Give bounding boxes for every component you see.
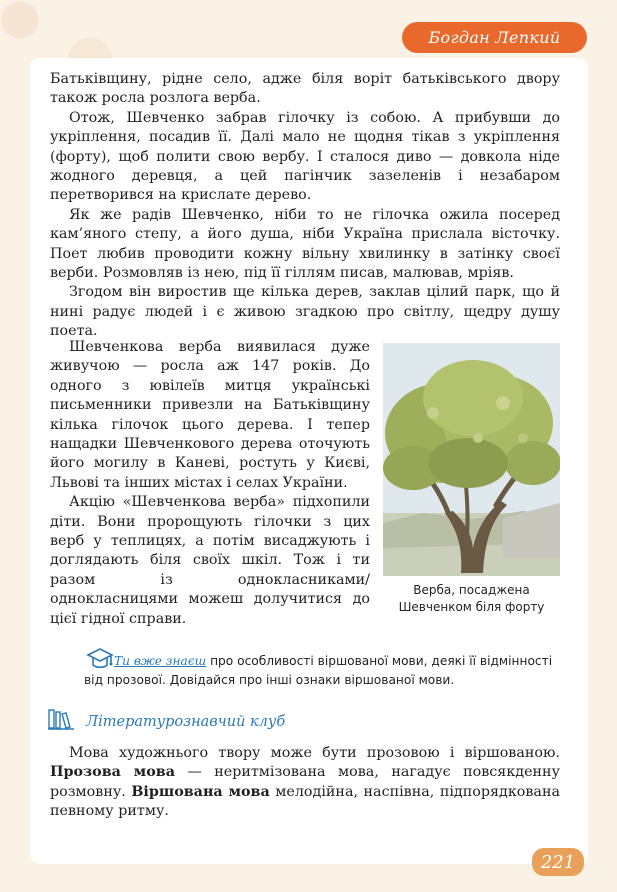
paragraph: Згодом він виростив ще кілька дерев, заклав цілий парк, що й нині радує людей і є живою згадкою про світлу, щедру душу поета.: [50, 284, 560, 340]
intro-text: [50, 70, 560, 342]
term-prose: Прозова мова: [50, 764, 175, 781]
club-title: Літературознавчий клуб: [86, 714, 286, 730]
photo-caption: Верба, посаджена Шевченком біля форту: [398, 583, 545, 614]
hint-note: [84, 652, 564, 690]
paragraph: Шевченкова верба виявилася дуже живучою — росла аж 147 років. До одного з ювілеїв митця українські письменники привезли на Батьківщину кілька гілочок цього дерева. І тепер нащадки Шевченкового дерева оточують його могилу в Каневі, ростуть у Києві, Львові та інших містах і селах України.: [50, 339, 370, 491]
page-number: 221: [532, 848, 584, 876]
term-verse: Віршована мова: [131, 783, 270, 800]
hint-lead: Ти вже знаєш: [114, 654, 207, 668]
author-header: Богдан Лепкий: [402, 22, 587, 53]
paragraph: Батьківщину, рідне село, адже біля воріт батьківського двору також росла розлога верба.: [50, 71, 560, 107]
side-text: [50, 338, 370, 629]
hint-text: про особливості віршованої мови, деякі її відмінності від прозової. Довідайся про інші ознаки віршованої мови.: [84, 654, 553, 687]
club-text: [50, 744, 560, 822]
club-paragraph: Мова художнього твору може бути прозовою і віршованою. Прозова мова — неритмізована мова, нагадує повсякденну розмовну. Віршована мова мелодійна, наспівна, підпорядкована певному ритму.: [50, 745, 560, 820]
books-icon: [48, 708, 74, 730]
willow-photo: [383, 343, 560, 576]
willow-tree-illustration: [383, 343, 560, 576]
paragraph: Як же радів Шевченко, ніби то не гілочка ожила посеред кам’яного степу, а його душа, ніби Україна прислала вісточку. Поет любив проводити кожну вільну хвилинку в затінку своєї верби. Розмовляв із нею, під її гіллям писав, малював, мріяв.: [50, 206, 560, 282]
paragraph: Акцію «Шевченкова верба» підхопили діти. Вони пророщують гілочки з цих верб у теплицях, а потім висаджують і доглядають біля своїх шкіл. Тож і ти разом із однокласниками/однокласницями можеш долучитися до цієї гідної справи.: [50, 494, 370, 627]
paragraph: Отож, Шевченко забрав гілочку із собою. А прибувши до укріплення, посадив її. Далі мало не щодня тікав з укріплення (форту), щоб полити свою вербу. І сталося диво — довкола ніде жодного деревця, а цей пагінчик зазеленів і незабаром перетворився на крислате дерево.: [50, 109, 560, 204]
